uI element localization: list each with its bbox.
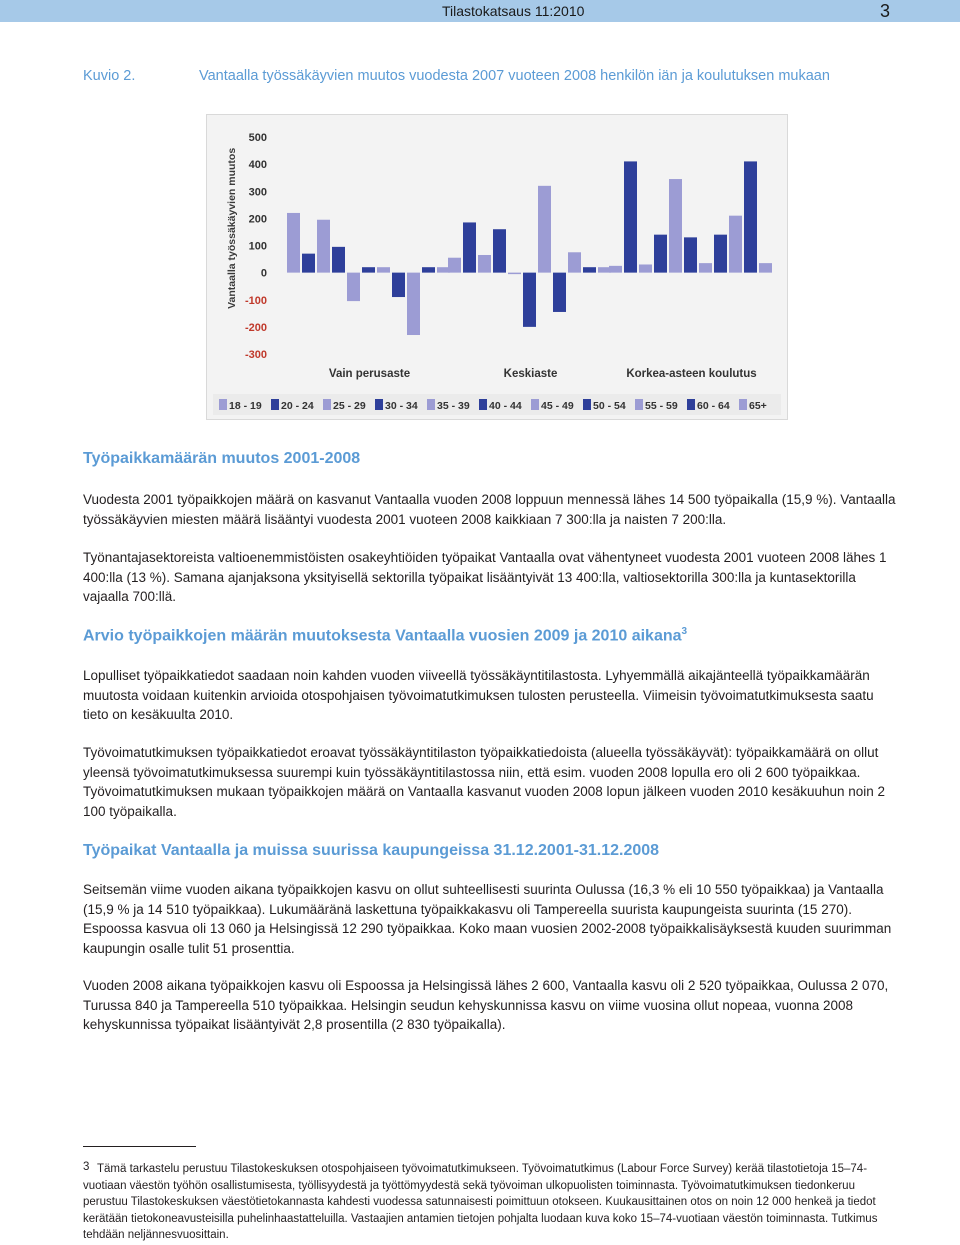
bar-0-1: [302, 254, 315, 273]
bar-1-5: [523, 273, 536, 327]
bar-chart: [206, 114, 788, 420]
category-label: Keskiaste: [503, 368, 558, 380]
legend-label: 60 - 64: [697, 400, 730, 412]
y-tick-label: 500: [248, 132, 267, 144]
figure-label: Kuvio 2.: [83, 68, 136, 84]
legend-label: 50 - 54: [593, 400, 626, 412]
y-tick-label: -300: [244, 349, 267, 361]
y-tick-label: -100: [244, 294, 267, 307]
legend-label: 45 - 49: [541, 400, 574, 412]
legend-label: 20 - 24: [281, 400, 314, 412]
bar-2-8: [729, 216, 742, 273]
bar-1-6: [538, 186, 551, 273]
page-header: [0, 0, 960, 22]
legend-swatch: [739, 399, 747, 410]
bar-2-1: [624, 161, 637, 272]
bar-2-0: [609, 266, 622, 273]
bar-1-4: [508, 273, 521, 275]
legend-label: 65+: [749, 400, 767, 412]
section-heading-3: Työpaikat Vantaalla ja muissa suurissa kaupungeissa 31.12.2001-31.12.2008: [83, 842, 660, 859]
bar-2-4: [669, 179, 682, 273]
bar-0-6: [377, 267, 390, 272]
legend-swatch: [375, 399, 383, 410]
legend-label: 40 - 44: [489, 400, 522, 412]
footnote-divider: [83, 1146, 196, 1147]
legend-swatch: [427, 399, 435, 410]
section-heading-1: Työpaikkamäärän muutos 2001-2008: [83, 450, 361, 467]
bar-1-1: [463, 222, 476, 272]
footnote-text: Tämä tarkastelu perustuu Tilastokeskuksen otospohjaiseen työvoimatutkimukseen. Työvoimatutkimus (Labour Force Survey) kerää tilastotietoja 15–74-vuotiaan väestön työhön osallistumisesta, työllisyydestä ja työttömyydestä sekä työvoiman ulkopuolisten toiminnasta. Työvoimatutkimuksen tiedonkeruu perustuu Tilastokeskuksen väestötietokannasta kahdesti vuodessa satunnaisesti poimittuun otokseen. Kuukausittainen otos on noin 12 000 henkeä ja tiedot kerätään tietokoneavusteisilla puhelinhaastatteluilla. Vastaajien antamien tietojen pohjalta luodaan kuva koko 15–74-vuotiaan väestön toiminnasta. Tutkimus tehdään neljännesvuosittain.: [83, 1163, 878, 1241]
legend-swatch: [323, 399, 331, 410]
paragraph-2: Työnantajasektoreista valtioenemmistöisten osakeyhtiöiden työpaikat Vantaalla ovat vähentyneet vuodesta 2001 vuoteen 2008 lähes 1 400:lla (13 %). Samana ajanjaksona yksityisellä sektorilla työpaikat lisääntyivät 13 400:lla, valtiosektorilla 300:lla ja kuntasektorilla vajaalla 700:llä.: [83, 550, 887, 604]
y-tick-label: -200: [244, 321, 267, 334]
y-tick-label: 0: [260, 267, 267, 280]
bar-0-4: [347, 273, 360, 301]
paragraph-4: Työvoimatutkimuksen työpaikkatiedot eroavat työssäkäyntitilaston työpaikkatiedoista (alueella työssäkäyvät): työpaikkamäärä on ollut yleensä työvoimatutkimuksessa suurempi kuin työssäkäyntitilastossa niin, että esim. vuoden 2008 lopulla ero oli 2 600 työpaikkaa. Työvoimatutkimuksen mukaan työpaikkojen määrä on Vantaalla kasvanut vuoden 2008 lopun jälkeen vuoden 2010 kesäkuuhun noin 2 100 työpaikalla.: [83, 745, 886, 819]
bar-2-3: [654, 235, 667, 273]
legend-swatch: [583, 399, 591, 410]
legend-label: 25 - 29: [333, 400, 366, 412]
bar-0-7: [392, 273, 405, 297]
legend-swatch: [635, 399, 643, 410]
legend-label: 30 - 34: [385, 400, 418, 412]
y-axis-title: Vantaalla työssäkäyvien muutos: [226, 147, 238, 309]
bar-2-6: [699, 263, 712, 272]
legend-label: 55 - 59: [645, 400, 678, 412]
figure-caption: [83, 68, 830, 84]
bar-0-2: [317, 220, 330, 273]
bar-0-8: [407, 273, 420, 335]
bar-1-0: [448, 258, 461, 273]
bar-1-3: [493, 229, 506, 272]
figure-title: Vantaalla työssäkäyvien muutos vuodesta 2007 vuoteen 2008 henkilön iän ja koulutuksen mukaan: [199, 68, 830, 84]
bar-1-7: [553, 273, 566, 312]
bar-2-7: [714, 235, 727, 273]
y-tick-label: 100: [248, 240, 267, 253]
category-label: Vain perusaste: [328, 368, 411, 380]
bar-0-5: [362, 267, 375, 272]
category-label: Korkea-asteen koulutus: [626, 368, 757, 380]
legend-swatch: [687, 399, 695, 410]
paragraph-3: Lopulliset työpaikkatiedot saadaan noin kahden vuoden viiveellä työssäkäyntitilastosta. Lyhyemmällä aikajänteellä työpaikkamäärän muutosta voidaan kuitenkin arvioida otospohjaisen työvoimatutkimuksen tulosten perusteella. Viimeisin työvoimatutkimuksesta saatu tieto on kesäkuulta 2010.: [83, 668, 874, 722]
bar-0-3: [332, 247, 345, 273]
bar-1-8: [568, 252, 581, 272]
bar-0-9: [422, 267, 435, 272]
bar-2-9: [744, 161, 757, 272]
publication-title: Tilastokatsaus 11:2010: [442, 3, 585, 19]
legend-swatch: [219, 399, 227, 410]
y-tick-label: 400: [248, 159, 267, 172]
legend-label: 35 - 39: [437, 400, 470, 412]
paragraph-1: Vuodesta 2001 työpaikkojen määrä on kasvanut Vantaalla vuoden 2008 loppuun mennessä lähes 14 500 työpaikalla (15,9 %). Vantaalla työssäkäyvien miesten määrä lisääntyi vuodesta 2001 vuoteen 2008 kaikkiaan 7 300:lla ja naisten 7 200:lla.: [83, 492, 896, 527]
section-heading-2: [83, 626, 687, 645]
bar-2-10: [759, 263, 772, 272]
paragraph-5: Seitsemän viime vuoden aikana työpaikkojen kasvu on ollut suhteellisesti suurinta Oulussa (16,3 % eli 10 550 työpaikkaa) ja Vantaalla (15,9 % ja 14 510 työpaikkaa). Lukumääränä laskettuna työpaikkakasvu oli Tampereella suurista kaupungeista suurinta (15 270). Espoossa kasvua oli 13 060 ja Helsingissä 12 290 työpaikkaa. Koko maan vuosien 2002-2008 työpaikkalisäyksestä kuuden suurimman kaupungin osalle tulit 51 prosenttia.: [83, 882, 892, 956]
bar-2-2: [639, 264, 652, 272]
legend-swatch: [271, 399, 279, 410]
bar-1-9: [583, 267, 596, 272]
bar-0-0: [287, 213, 300, 273]
y-tick-label: 300: [248, 186, 267, 199]
legend-swatch: [479, 399, 487, 410]
legend-label: 18 - 19: [229, 400, 262, 412]
paragraph-6: Vuoden 2008 aikana työpaikkojen kasvu oli Espoossa ja Helsingissä lähes 2 600, Vantaalla kasvu oli 2 520 työpaikkaa, Oulussa 2 070, Turussa 840 ja Tampereella 510 työpaikkaa. Helsingin seudun kehyskunnissa kasvu on viime vuosina ollut nopeaa, vuonna 2008 kehyskunnissa työpaikat lisääntyivät 2,8 prosentilla (2 830 työpaikalla).: [83, 978, 889, 1032]
section-heading-2-text: Arvio työpaikkojen määrän muutoksesta Vantaalla vuosien 2009 ja 2010 aikana: [83, 627, 682, 645]
page-number: 3: [880, 1, 891, 21]
bar-2-5: [684, 237, 697, 272]
chart-canvas: [207, 115, 787, 419]
footnote-mark: 3: [83, 1161, 90, 1173]
y-tick-label: 200: [248, 213, 267, 226]
bar-1-2: [478, 255, 491, 273]
footnote-ref: 3: [681, 626, 688, 637]
legend-swatch: [531, 399, 539, 410]
